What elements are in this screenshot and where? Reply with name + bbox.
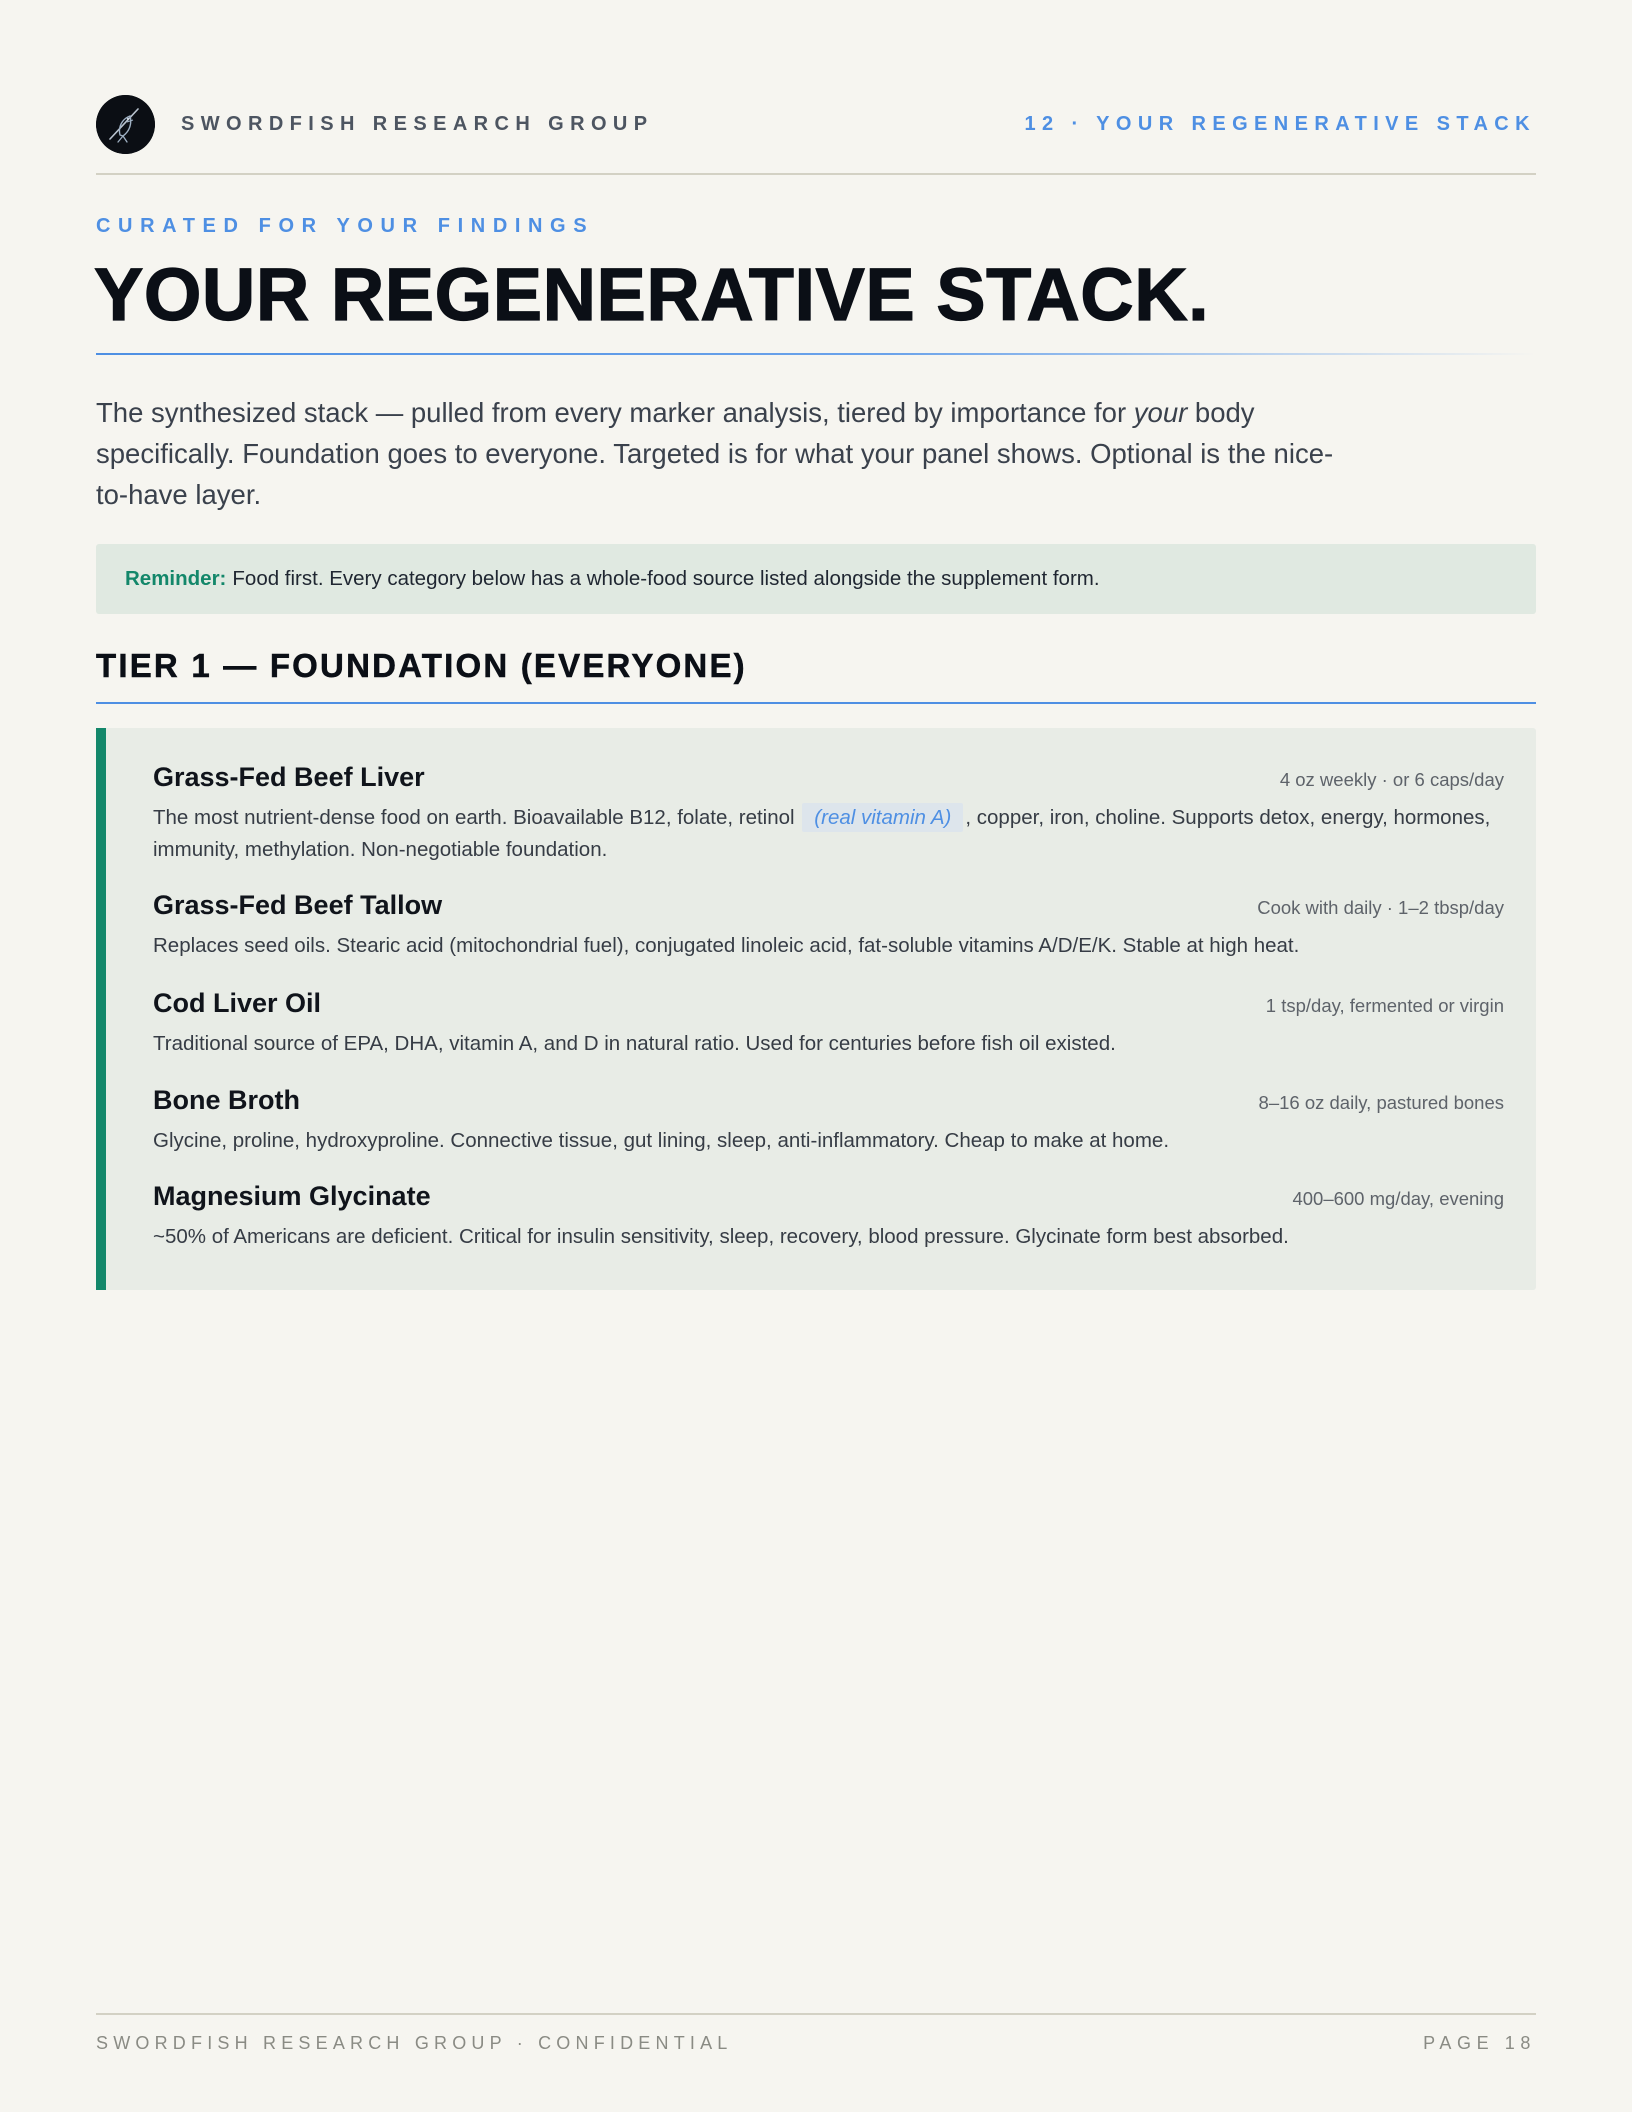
- header-divider: [96, 173, 1536, 175]
- item-description-start: The most nutrient-dense food on earth. Bioavailable B12, folate, retinol: [153, 806, 801, 829]
- intro-paragraph: [96, 392, 1356, 515]
- item-description: Traditional source of EPA, DHA, vitamin A, and D in natural ratio. Used for centuries before fish oil existed.: [153, 1032, 1116, 1055]
- swordfish-logo-icon: [96, 95, 155, 154]
- item-head: [153, 1181, 1504, 1212]
- tier-divider: [96, 702, 1536, 704]
- brand: [96, 95, 654, 154]
- item-name: Grass-Fed Beef Tallow: [153, 890, 443, 920]
- footer-divider: [96, 2013, 1536, 2015]
- page-title: YOUR REGENERATIVE STACK.: [94, 253, 1210, 336]
- item-head: [153, 1085, 1504, 1116]
- item-name: Cod Liver Oil: [153, 988, 322, 1018]
- item-dose: Cook with daily · 1–2 tbsp/day: [1257, 897, 1504, 918]
- item-dose: 1 tsp/day, fermented or virgin: [1265, 995, 1504, 1016]
- item-dose: 8–16 oz daily, pastured bones: [1258, 1092, 1504, 1113]
- page-header: [96, 94, 1536, 154]
- item-description: [153, 802, 1504, 866]
- brand-name: SWORDFISH RESEARCH GROUP: [181, 112, 654, 135]
- footer-confidential: SWORDFISH RESEARCH GROUP · CONFIDENTIAL: [96, 2033, 733, 2053]
- item-dose: 4 oz weekly · or 6 caps/day: [1279, 769, 1504, 790]
- list-item: [153, 1085, 1504, 1157]
- intro-text-start: The synthesized stack — pulled from every marker analysis, tiered by importance for: [96, 397, 1134, 428]
- intro-text-end: body specifically. Foundation goes to everyone. Targeted is for what your panel shows. Optional is the nice-to-have layer.: [96, 397, 1334, 510]
- item-dose: 400–600 mg/day, evening: [1292, 1188, 1504, 1209]
- reminder-text: Food first. Every category below has a whole-food source listed alongside the supplement form.: [232, 567, 1100, 590]
- eyebrow-label: CURATED FOR YOUR FINDINGS: [96, 215, 595, 237]
- item-description: ~50% of Americans are deficient. Critical for insulin sensitivity, sleep, recovery, blood pressure. Glycinate form best absorbed.: [153, 1225, 1289, 1248]
- intro-emphasis: your: [1133, 397, 1188, 428]
- list-item: [153, 890, 1504, 962]
- reminder-callout: [96, 544, 1536, 614]
- item-description-end: , copper, iron, choline. Supports detox, energy, hormones, immunity, methylation. Non-negotiable foundation.: [153, 806, 1491, 861]
- tier-heading: TIER 1 — FOUNDATION (EVERYONE): [96, 647, 747, 684]
- list-item: [153, 988, 1504, 1060]
- item-name: Bone Broth: [153, 1085, 300, 1115]
- swordfish-logo-graphic: [96, 95, 155, 154]
- item-description: Replaces seed oils. Stearic acid (mitochondrial fuel), conjugated linoleic acid, fat-soluble vitamins A/D/E/K. Stable at high heat.: [153, 934, 1300, 957]
- list-item: [153, 762, 1504, 866]
- section-tag: 12 · YOUR REGENERATIVE STACK: [1024, 112, 1536, 135]
- item-head: [153, 890, 1504, 921]
- tier-card: [96, 728, 1536, 1290]
- item-description: Glycine, proline, hydroxyproline. Connective tissue, gut lining, sleep, anti-inflammatory. Cheap to make at home.: [153, 1129, 1170, 1152]
- title-divider: [96, 353, 1536, 355]
- item-name: Grass-Fed Beef Liver: [153, 762, 425, 792]
- item-name: Magnesium Glycinate: [153, 1181, 431, 1211]
- item-highlight: (real vitamin A): [802, 803, 963, 832]
- reminder-label: Reminder:: [125, 567, 227, 590]
- page-number: PAGE 18: [1423, 2033, 1536, 2053]
- item-head: [153, 762, 1504, 793]
- item-head: [153, 988, 1504, 1019]
- list-item: [153, 1181, 1504, 1253]
